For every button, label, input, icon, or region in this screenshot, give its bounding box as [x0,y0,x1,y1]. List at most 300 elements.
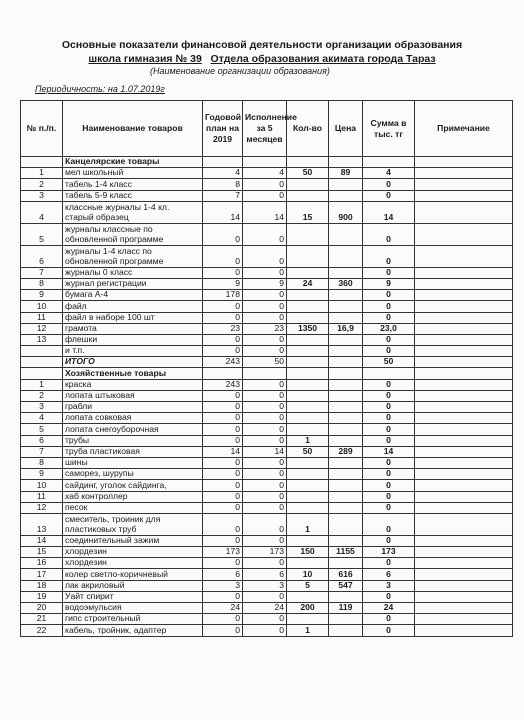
document-title: Основные показатели финансовой деятельности организации образования [61,39,463,51]
cell-qty: 150 [287,547,329,558]
cell-name: флешки [63,334,203,345]
cell-done: 0 [243,424,287,435]
cell-qty: 50 [287,446,329,457]
cell-note [415,357,513,368]
financial-table [20,100,513,637]
cell-done: 0 [243,190,287,201]
cell-plan: 9 [203,278,243,289]
cell-note [415,424,513,435]
cell-done: 0 [243,179,287,190]
cell-qty [287,480,329,491]
cell-note [415,390,513,401]
cell-qty [287,312,329,323]
table-row [21,346,513,357]
cell-sum [363,157,415,168]
table-row [21,569,513,580]
cell-qty: 10 [287,569,329,580]
cell-number: 9 [21,469,63,480]
cell-price [329,357,363,368]
cell-number: 4 [21,413,63,424]
col-number: № п./п. [21,101,63,157]
cell-done: 0 [243,413,287,424]
cell-name: сайдинг, уголок сайдинга, [63,480,203,491]
cell-name: песок [63,502,203,513]
cell-qty [287,190,329,201]
cell-price [329,513,363,535]
cell-done: 4 [243,168,287,179]
cell-number [21,357,63,368]
cell-number: 13 [21,334,63,345]
cell-plan: 0 [203,334,243,345]
cell-done: 0 [243,346,287,357]
table-row [21,603,513,614]
cell-note [415,535,513,546]
cell-note [415,502,513,513]
cell-done: 9 [243,278,287,289]
cell-qty [287,413,329,424]
cell-qty: 1350 [287,323,329,334]
cell-plan: 7 [203,190,243,201]
cell-sum: 0 [363,491,415,502]
cell-name: хаб контроллер [63,491,203,502]
table-row [21,278,513,289]
table-row [21,547,513,558]
cell-name: ИТОГО [63,357,203,368]
cell-done: 0 [243,625,287,636]
cell-name: классные журналы 1-4 кл. старый образец [63,201,203,223]
cell-price [329,346,363,357]
cell-qty [287,245,329,267]
cell-plan: 243 [203,357,243,368]
cell-plan: 14 [203,446,243,457]
cell-price [329,179,363,190]
cell-name: бумага А-4 [63,290,203,301]
cell-name: гипс строительный [63,614,203,625]
cell-note [415,614,513,625]
cell-plan: 0 [203,457,243,468]
cell-number: 19 [21,591,63,602]
cell-name: лак акриловый [63,580,203,591]
cell-qty [287,502,329,513]
cell-sum [363,368,415,379]
cell-name: шины [63,457,203,468]
cell-note [415,267,513,278]
cell-price [329,267,363,278]
cell-note [415,435,513,446]
cell-name: табель 5-9 класс [63,190,203,201]
cell-sum: 0 [363,413,415,424]
cell-sum: 0 [363,535,415,546]
cell-plan: 0 [203,435,243,446]
cell-sum: 0 [363,480,415,491]
cell-plan: 0 [203,312,243,323]
cell-qty [287,424,329,435]
cell-sum: 0 [363,435,415,446]
table-row [21,502,513,513]
cell-sum: 0 [363,223,415,245]
school-name: школа гимназия № 39 [88,53,202,65]
cell-name: файл [63,301,203,312]
cell-number: 10 [21,301,63,312]
cell-qty [287,402,329,413]
cell-number: 22 [21,625,63,636]
table-row [21,413,513,424]
cell-sum: 0 [363,312,415,323]
cell-name: смеситель, троиник для пластиковых труб [63,513,203,535]
cell-done [243,157,287,168]
cell-qty [287,368,329,379]
cell-plan: 8 [203,179,243,190]
cell-price [329,334,363,345]
cell-plan: 178 [203,290,243,301]
cell-done: 0 [243,334,287,345]
section-row [21,157,513,168]
cell-note [415,223,513,245]
cell-done: 0 [243,245,287,267]
cell-price [329,558,363,569]
table-row [21,535,513,546]
cell-qty [287,357,329,368]
cell-price [329,301,363,312]
table-row [21,402,513,413]
cell-plan: 0 [203,502,243,513]
cell-done: 0 [243,591,287,602]
cell-name: водоэмульсия [63,603,203,614]
cell-number: 3 [21,190,63,201]
cell-number: 11 [21,491,63,502]
cell-note [415,368,513,379]
cell-price [329,312,363,323]
cell-sum: 3 [363,580,415,591]
cell-note [415,413,513,424]
cell-note [415,157,513,168]
table-row [21,491,513,502]
cell-qty [287,491,329,502]
cell-price [329,435,363,446]
col-price: Цена [329,101,363,157]
cell-plan: 0 [203,558,243,569]
cell-done: 0 [243,301,287,312]
cell-number: 12 [21,323,63,334]
cell-sum: 0 [363,301,415,312]
cell-plan: 3 [203,580,243,591]
cell-done: 0 [243,614,287,625]
table-row [21,580,513,591]
col-note: Примечание [415,101,513,157]
cell-done: 173 [243,547,287,558]
cell-plan: 23 [203,323,243,334]
cell-note [415,625,513,636]
cell-price [329,157,363,168]
cell-qty [287,614,329,625]
cell-done: 14 [243,201,287,223]
cell-sum: 0 [363,424,415,435]
table-row [21,168,513,179]
cell-note [415,558,513,569]
cell-name: Уайт спирит [63,591,203,602]
cell-number: 9 [21,290,63,301]
cell-price [329,223,363,245]
cell-sum: 0 [363,379,415,390]
cell-note [415,513,513,535]
cell-plan: 0 [203,301,243,312]
cell-note [415,491,513,502]
cell-plan: 0 [203,390,243,401]
section-title: Канцелярские товары [63,157,203,168]
cell-plan: 0 [203,223,243,245]
cell-number: 5 [21,424,63,435]
cell-price [329,535,363,546]
cell-sum: 14 [363,201,415,223]
cell-price: 360 [329,278,363,289]
cell-sum: 0 [363,267,415,278]
cell-qty [287,457,329,468]
cell-price [329,480,363,491]
cell-qty: 200 [287,603,329,614]
cell-qty: 5 [287,580,329,591]
cell-price [329,502,363,513]
cell-done: 0 [243,223,287,245]
cell-done: 50 [243,357,287,368]
cell-qty: 1 [287,435,329,446]
cell-plan: 0 [203,245,243,267]
cell-plan: 0 [203,614,243,625]
table-row [21,312,513,323]
cell-price [329,190,363,201]
table-row [21,614,513,625]
cell-qty [287,469,329,480]
cell-number: 12 [21,502,63,513]
cell-done: 0 [243,502,287,513]
cell-done: 0 [243,435,287,446]
cell-plan: 0 [203,346,243,357]
cell-number: 8 [21,457,63,468]
department-name: Отдела образования акимата города Тараз [210,53,436,65]
cell-done: 0 [243,402,287,413]
cell-done: 0 [243,513,287,535]
cell-plan: 243 [203,379,243,390]
table-row [21,435,513,446]
cell-sum: 0 [363,513,415,535]
cell-sum: 14 [363,446,415,457]
cell-number: 2 [21,390,63,401]
table-row [21,323,513,334]
col-name: Наименование товаров [63,101,203,157]
table-row [21,390,513,401]
cell-note [415,402,513,413]
cell-plan: 14 [203,201,243,223]
cell-qty: 1 [287,513,329,535]
cell-done: 0 [243,480,287,491]
cell-done: 0 [243,267,287,278]
table-row [21,301,513,312]
cell-done: 0 [243,390,287,401]
cell-done [243,368,287,379]
cell-done: 0 [243,312,287,323]
cell-name: труба пластиковая [63,446,203,457]
cell-done: 14 [243,446,287,457]
cell-qty: 24 [287,278,329,289]
cell-note [415,190,513,201]
cell-note [415,591,513,602]
cell-number: 8 [21,278,63,289]
cell-price [329,614,363,625]
cell-price [329,457,363,468]
cell-note [415,312,513,323]
cell-price [329,290,363,301]
cell-plan: 0 [203,513,243,535]
cell-note [415,379,513,390]
cell-price: 89 [329,168,363,179]
cell-number: 7 [21,267,63,278]
cell-name: лопата совковая [63,413,203,424]
cell-name: мел школьный [63,168,203,179]
cell-number: 1 [21,379,63,390]
cell-done: 6 [243,569,287,580]
cell-sum: 50 [363,357,415,368]
table-row [21,179,513,190]
section-title: Хозяйственные товары [63,368,203,379]
cell-sum: 0 [363,290,415,301]
cell-note [415,290,513,301]
cell-sum: 0 [363,346,415,357]
cell-name: журнал регистрации [63,278,203,289]
cell-qty [287,290,329,301]
table-row [21,245,513,267]
cell-plan: 6 [203,569,243,580]
cell-sum: 0 [363,390,415,401]
cell-sum: 0 [363,614,415,625]
cell-price: 547 [329,580,363,591]
cell-done: 0 [243,290,287,301]
cell-done: 0 [243,469,287,480]
cell-price [329,491,363,502]
cell-note [415,469,513,480]
cell-number: 5 [21,223,63,245]
cell-number: 6 [21,435,63,446]
table-row [21,625,513,636]
cell-name: журналы 0 класс [63,267,203,278]
cell-number: 7 [21,446,63,457]
table-row [21,469,513,480]
cell-plan: 0 [203,469,243,480]
cell-price [329,379,363,390]
table-row [21,591,513,602]
cell-note [415,245,513,267]
cell-number: 16 [21,558,63,569]
cell-sum: 0 [363,625,415,636]
cell-done: 3 [243,580,287,591]
cell-number: 6 [21,245,63,267]
col-done: Исполнение за 5 месяцев [243,101,287,157]
cell-price [329,368,363,379]
cell-note [415,168,513,179]
cell-plan: 0 [203,625,243,636]
cell-sum: 6 [363,569,415,580]
cell-price: 16,9 [329,323,363,334]
col-qty: Кол-во [287,101,329,157]
cell-done: 0 [243,558,287,569]
cell-price [329,402,363,413]
cell-plan: 0 [203,402,243,413]
cell-sum: 4 [363,168,415,179]
cell-name: журналы классные по обновленной программе [63,223,203,245]
cell-qty [287,535,329,546]
cell-price [329,390,363,401]
cell-sum: 23,0 [363,323,415,334]
cell-plan: 0 [203,413,243,424]
cell-number: 21 [21,614,63,625]
cell-sum: 0 [363,502,415,513]
cell-plan: 173 [203,547,243,558]
cell-number: 18 [21,580,63,591]
cell-sum: 24 [363,603,415,614]
table-row [21,457,513,468]
cell-price [329,625,363,636]
cell-name: лопата штыковая [63,390,203,401]
cell-number: 20 [21,603,63,614]
table-row [21,446,513,457]
cell-qty: 15 [287,201,329,223]
cell-number: 1 [21,168,63,179]
cell-price: 616 [329,569,363,580]
cell-qty [287,179,329,190]
cell-qty [287,267,329,278]
cell-qty [287,558,329,569]
cell-qty: 50 [287,168,329,179]
cell-done: 0 [243,535,287,546]
cell-note [415,323,513,334]
cell-note [415,569,513,580]
cell-plan: 0 [203,480,243,491]
cell-plan: 0 [203,535,243,546]
cell-sum: 0 [363,469,415,480]
cell-plan: 0 [203,591,243,602]
cell-number: 15 [21,547,63,558]
cell-note [415,346,513,357]
cell-qty [287,346,329,357]
cell-price [329,413,363,424]
cell-number: 14 [21,535,63,546]
cell-plan [203,157,243,168]
cell-number: 17 [21,569,63,580]
cell-done: 0 [243,379,287,390]
cell-name: трубы [63,435,203,446]
cell-price: 1155 [329,547,363,558]
table-row [21,201,513,223]
cell-note [415,179,513,190]
cell-number: 10 [21,480,63,491]
table-header [21,101,513,157]
cell-name: журналы 1-4 класс по обновленной программе [63,245,203,267]
organization-name [0,53,524,65]
cell-note [415,301,513,312]
cell-plan: 0 [203,267,243,278]
cell-number: 11 [21,312,63,323]
cell-qty [287,379,329,390]
cell-name: кабель, тройник, адаптер [63,625,203,636]
cell-qty [287,223,329,245]
table-row [21,290,513,301]
total-row [21,357,513,368]
cell-name: грабли [63,402,203,413]
cell-price [329,424,363,435]
cell-name: лопата снегоуборочная [63,424,203,435]
cell-done: 24 [243,603,287,614]
period-label: Периодичность: на 1.07.2019г [35,84,165,94]
cell-note [415,334,513,345]
cell-note [415,603,513,614]
